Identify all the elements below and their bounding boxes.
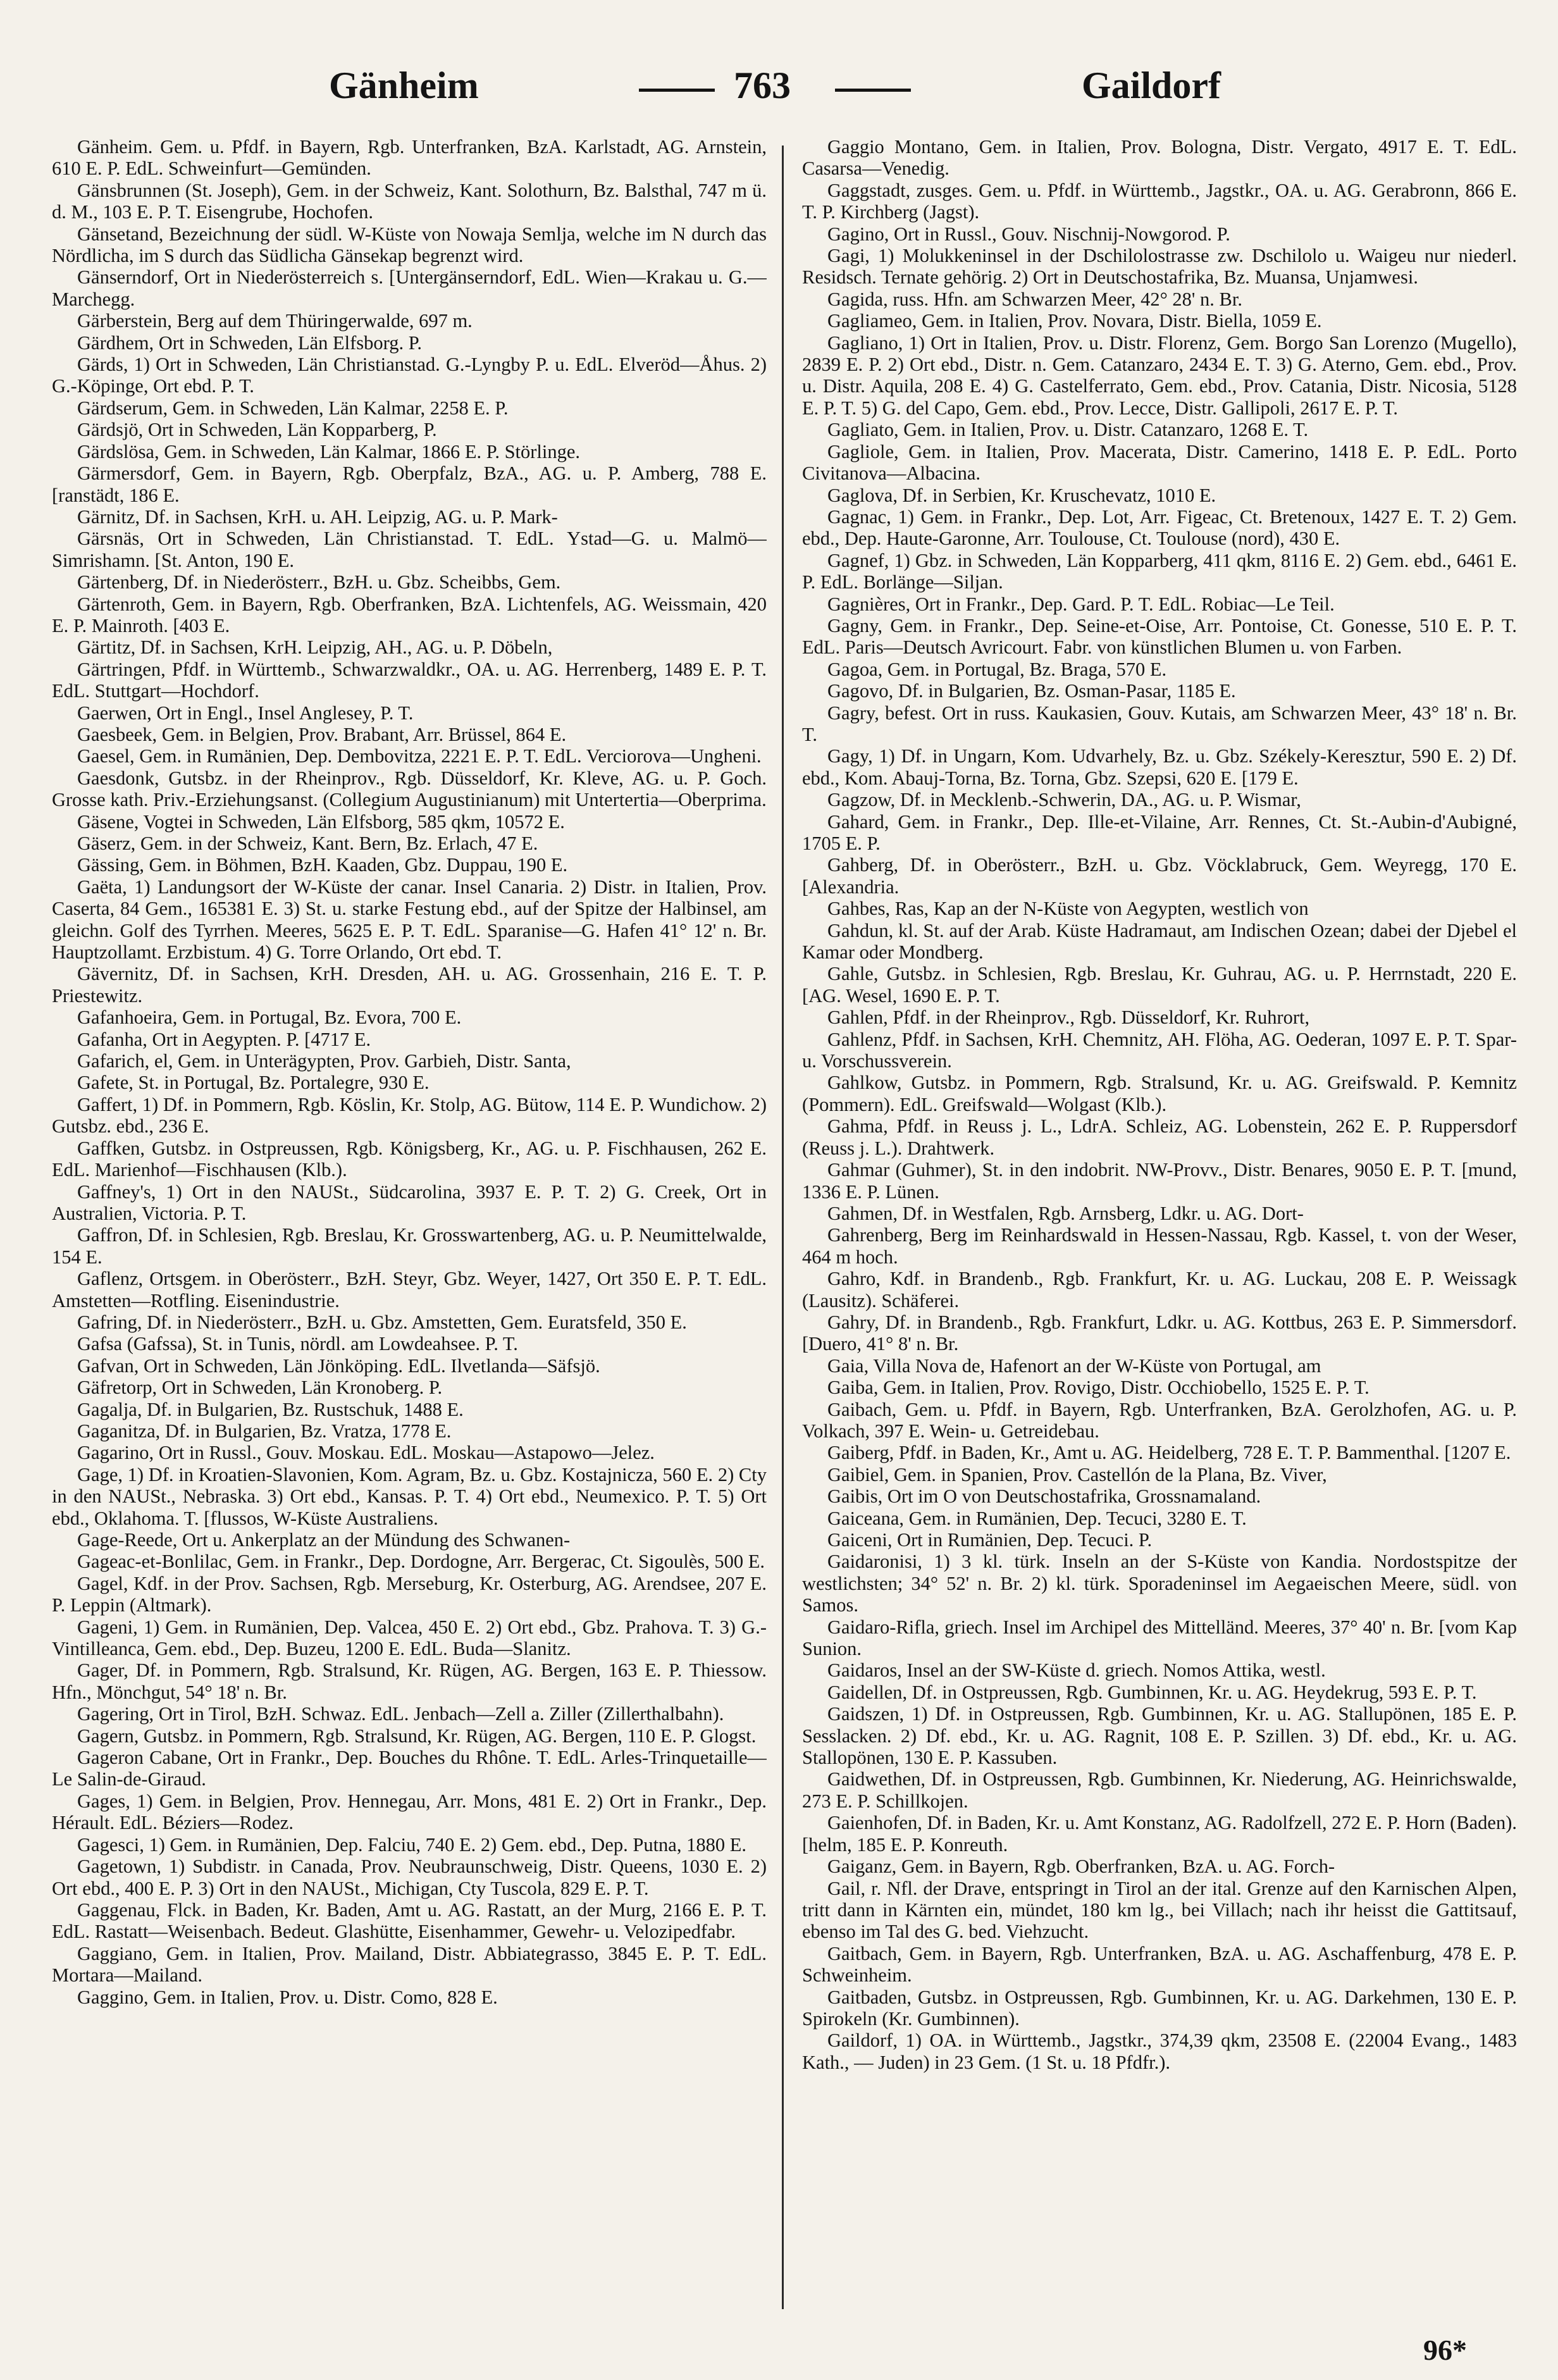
gazetteer-entry: Gagesci, 1) Gem. in Rumänien, Dep. Falciu, 740 E. 2) Gem. ebd., Dep. Putna, 1880 E.: [77, 1833, 746, 1856]
gazetteer-entry: Gagliole, Gem. in Italien, Prov. Macerata, Distr. Camerino, 1418 E. P. EdL. Porto Civitanova—Albacina.: [802, 440, 1517, 485]
gazetteer-entry: Gaibach, Gem. u. Pfdf. in Bayern, Rgb. Unterfranken, BzA. Gerolzhofen, AG. u. P. Volkach, 397 E. Wein- u. Getreidebau.: [802, 1398, 1517, 1442]
gazetteer-entry: Gagern, Gutsbz. in Pommern, Rgb. Stralsund, Kr. Rügen, AG. Bergen, 110 E. P. Glogst.: [77, 1725, 757, 1747]
gazetteer-entry: Gahma, Pfdf. in Reuss j. L., LdrA. Schleiz, AG. Lobenstein, 262 E. P. Ruppersdorf (Reuss j. L.). Drahtwerk.: [802, 1115, 1517, 1159]
gazetteer-entry: Gaidszen, 1) Df. in Ostpreussen, Rgb. Gumbinnen, Kr. u. AG. Stallupönen, 185 E. P. Sesslacken. 2) Df. ebd., Kr. u. AG. Ragnit, 108 E. P. Szillen. 3) Df. ebd., Kr. u. AG. Stallopönen, 130 E. P. Kassuben.: [802, 1703, 1517, 1769]
header-rule-right: [835, 89, 911, 92]
gazetteer-entry: Gaggino, Gem. in Italien, Prov. u. Distr. Como, 828 E.: [77, 1986, 498, 2008]
right-column: [802, 136, 1517, 2338]
gazetteer-entry: Gaffron, Df. in Schlesien, Rgb. Breslau, Kr. Grosswartenberg, AG. u. P. Neumittelwalde, 154 E.: [52, 1224, 767, 1268]
gazetteer-entry: Gaiberg, Pfdf. in Baden, Kr., Amt u. AG. Heidelberg, 728 E. T. P. Bammenthal. [1207 E.: [827, 1442, 1511, 1464]
gazetteer-entry: Gagliameo, Gem. in Italien, Prov. Novara, Distr. Biella, 1059 E.: [827, 310, 1322, 332]
gazetteer-entry: Gaiganz, Gem. in Bayern, Rgb. Oberfranken, BzA. u. AG. Forch-: [827, 1856, 1335, 1878]
gazetteer-entry: Gaidellen, Df. in Ostpreussen, Rgb. Gumbinnen, Kr. u. AG. Heydekrug, 593 E. P. T.: [827, 1681, 1477, 1703]
gazetteer-entry: Gärdsjö, Ort in Schweden, Län Kopparberg, P.: [77, 419, 437, 441]
header-left-keyword: Gänheim: [329, 65, 479, 106]
gazetteer-entry: Gahlenz, Pfdf. in Sachsen, KrH. Chemnitz, AH. Flöha, AG. Oederan, 1097 E. P. T. Spar- u. Vorschussverein.: [802, 1028, 1517, 1072]
gazetteer-entry: Gärtringen, Pfdf. in Württemb., Schwarzwaldkr., OA. u. AG. Herrenberg, 1489 E. P. T. EdL. Stuttgart—Hochdorf.: [52, 658, 767, 702]
gazetteer-entry: Gagnières, Ort in Frankr., Dep. Gard. P. T. EdL. Robiac—Le Teil.: [827, 593, 1335, 615]
gazetteer-entry: Gaffney's, 1) Ort in den NAUSt., Südcarolina, 3937 E. P. T. 2) G. Creek, Ort in Australien, Victoria. P. T.: [52, 1181, 767, 1224]
gazetteer-entry: Gafsa (Gafssa), St. in Tunis, nördl. am Lowdeahsee. P. T.: [77, 1333, 518, 1355]
gazetteer-entry: Gaffert, 1) Df. in Pommern, Rgb. Köslin, Kr. Stolp, AG. Bütow, 114 E. P. Wundichow. 2) Gutsbz. ebd., 236 E.: [52, 1093, 767, 1137]
gazetteer-entry: Gärtitz, Df. in Sachsen, KrH. Leipzig, AH., AG. u. P. Döbeln,: [77, 636, 553, 659]
gazetteer-entry: Gaienhofen, Df. in Baden, Kr. u. Amt Konstanz, AG. Radolfzell, 272 E. P. Horn (Baden). [helm, 185 E. P. Konreuth.: [802, 1812, 1517, 1856]
gazetteer-entry: Gäsene, Vogtei in Schweden, Län Elfsborg, 585 qkm, 10572 E.: [77, 810, 565, 833]
gazetteer-entry: Gahrenberg, Berg im Reinhardswald in Hessen-Nassau, Rgb. Kassel, t. von der Weser, 464 m hoch.: [802, 1224, 1517, 1268]
gazetteer-entry: Gaitbaden, Gutsbz. in Ostpreussen, Rgb. Gumbinnen, Kr. u. AG. Darkehmen, 130 E. P. Spirokeln (Kr. Gumbinnen).: [802, 1986, 1517, 2030]
gazetteer-entry: Gävernitz, Df. in Sachsen, KrH. Dresden, AH. u. AG. Grossenhain, 216 E. T. P. Priestewitz.: [52, 963, 767, 1007]
gazetteer-entry: Gagliano, 1) Ort in Italien, Prov. u. Distr. Florenz, Gem. Borgo San Lorenzo (Mugello), 2839 E. P. 2) Ort ebd., Distr. n. Gem. Catanzaro, 2434 E. T. 3) G. Aterno, Gem. ebd., Prov. u. Distr. Aquila, 208 E. 4) G. Castelferrato, Gem. ebd., Prov. Catania, Distr. Nicosia, 5128 E. P. T. 5) G. del Capo, Gem. ebd., Prov. Lecce, Distr. Gallipoli, 2617 E. P. T.: [802, 332, 1517, 419]
gazetteer-entry: Gafete, St. in Portugal, Bz. Portalegre, 930 E.: [77, 1072, 430, 1094]
gazetteer-entry: Gaiceana, Gem. in Rumänien, Dep. Tecuci, 3280 E. T.: [827, 1507, 1247, 1529]
gazetteer-entry: Gaggstadt, zusges. Gem. u. Pfdf. in Württemb., Jagstkr., OA. u. AG. Gerabronn, 866 E. T. P. Kirchberg (Jagst).: [802, 179, 1517, 223]
gazetteer-entry: Gänserndorf, Ort in Niederösterreich s. [Untergänserndorf, EdL. Wien—Krakau u. G.—Marchegg.: [52, 266, 767, 310]
gazetteer-entry: Gafanhoeira, Gem. in Portugal, Bz. Evora, 700 E.: [77, 1007, 462, 1029]
gazetteer-entry: Gaildorf, 1) OA. in Württemb., Jagstkr., 374,39 qkm, 23508 E. (22004 Evang., 1483 Kath., — Juden) in 23 Gem. (1 St. u. 18 Pfdfr.).: [802, 2030, 1517, 2073]
gazetteer-entry: Gänsetand, Bezeichnung der südl. W-Küste von Nowaja Semlja, welche im N durch das Nördlicha, im S durch das Südlicha Gänsekap begrenzt wird.: [52, 223, 767, 267]
gazetteer-entry: Gahry, Df. in Brandenb., Rgb. Frankfurt, Ldkr. u. AG. Kottbus, 263 E. P. Simmersdorf. [Duero, 41° 8' n. Br.: [802, 1311, 1517, 1355]
gazetteer-entry: Gahard, Gem. in Frankr., Dep. Ille-et-Vilaine, Arr. Rennes, Ct. St.-Aubin-d'Aubigné, 1705 E. P.: [802, 810, 1517, 854]
gazetteer-entry: Gaia, Villa Nova de, Hafenort an der W-Küste von Portugal, am: [827, 1354, 1321, 1377]
gazetteer-entry: Gaggenau, Flck. in Baden, Kr. Baden, Amt u. AG. Rastatt, an der Murg, 2166 E. P. T. EdL. Rastatt—Weisenbach. Bedeut. Glashütte, Eisenhammer, Gewehr- u. Velozipedfabr.: [52, 1899, 767, 1943]
gazetteer-entry: Gageac-et-Bonlilac, Gem. in Frankr., Dep. Dordogne, Arr. Bergerac, Ct. Sigoulès, 500 E.: [77, 1551, 765, 1573]
header-rule-left: [639, 89, 715, 92]
gazetteer-entry: Gaglova, Df. in Serbien, Kr. Kruschevatz, 1010 E.: [827, 484, 1216, 506]
gazetteer-entry: Gagino, Ort in Russl., Gouv. Nischnij-Nowgorod. P.: [827, 223, 1230, 245]
gazetteer-entry: Gänheim. Gem. u. Pfdf. in Bayern, Rgb. Unterfranken, BzA. Karlstadt, AG. Arnstein, 610 E. P. EdL. Schweinfurt—Gemünden.: [52, 136, 767, 180]
gazetteer-entry: Gagy, 1) Df. in Ungarn, Kom. Udvarhely, Bz. u. Gbz. Székely-Keresztur, 590 E. 2) Df. ebd., Kom. Abauj-Torna, Bz. Torna, Gbz. Szepsi, 620 E. [179 E.: [802, 745, 1517, 789]
gazetteer-entry: Gahlen, Pfdf. in der Rheinprov., Rgb. Düsseldorf, Kr. Ruhrort,: [827, 1007, 1310, 1029]
gazetteer-entry: Gaesel, Gem. in Rumänien, Dep. Dembovitza, 2221 E. P. T. EdL. Verciorova—Ungheni.: [77, 745, 762, 767]
gazetteer-entry: Gage, 1) Df. in Kroatien-Slavonien, Kom. Agram, Bz. u. Gbz. Kostajnicza, 560 E. 2) Cty in den NAUSt., Nebraska. 3) Ort ebd., Kansas. P. T. 4) Ort ebd., Neumexico. P. T. 5) Ort ebd., Oklahoma. T. [flussos, W-Küste Australiens.: [52, 1463, 767, 1529]
gazetteer-entry: Gafanha, Ort in Aegypten. P. [4717 E.: [77, 1028, 371, 1050]
gazetteer-entry: Gaëta, 1) Landungsort der W-Küste der canar. Insel Canaria. 2) Distr. in Italien, Prov. Caserta, 84 Gem., 165381 E. 3) St. u. starke Festung ebd., auf der Spitze der Halbinsel, am gleichn. Golf des Tyrrhen. Meeres, 5625 E. P. T. EdL. Sparanise—G. Hafen 41° 12' n. Br. Hauptzollamt. Erzbistum. 4) G. Torre Orlando, Ort ebd. T.: [52, 876, 767, 964]
gazetteer-entry: Gageron Cabane, Ort in Frankr., Dep. Bouches du Rhône. T. EdL. Arles-Trinquetaille—Le Salin-de-Giraud.: [52, 1747, 767, 1790]
gazetteer-entry: Gaitbach, Gem. in Bayern, Rgb. Unterfranken, BzA. u. AG. Aschaffenburg, 478 E. P. Schweinheim.: [802, 1942, 1517, 1986]
gazetteer-entry: Gaggio Montano, Gem. in Italien, Prov. Bologna, Distr. Vergato, 4917 E. T. EdL. Casarsa—Venedig.: [802, 136, 1517, 180]
gazetteer-entry: Gärmersdorf, Gem. in Bayern, Rgb. Oberpfalz, BzA., AG. u. P. Amberg, 788 E. [ranstädt, 186 E.: [52, 462, 767, 506]
gazetteer-entry: Gail, r. Nfl. der Drave, entspringt in Tirol an der ital. Grenze auf den Karnischen Alpen, tritt dann in Kärnten ein, mündet, 180 km lg., bei Villach; nach ihr heisst die Gattitsauf, ebenso im Tal des G. bed. Viehzucht.: [802, 1877, 1517, 1943]
gazetteer-entry: Gärdslösa, Gem. in Schweden, Län Kalmar, 1866 E. P. Störlinge.: [77, 440, 581, 462]
gazetteer-entry: Gagida, russ. Hfn. am Schwarzen Meer, 42° 28' n. Br.: [827, 288, 1242, 310]
gazetteer-entry: Gagoa, Gem. in Portugal, Bz. Braga, 570 E.: [827, 658, 1167, 680]
gazetteer-entry: Gahbes, Ras, Kap an der N-Küste von Aegypten, westlich von: [827, 898, 1309, 920]
gazetteer-entry: Gahdun, kl. St. auf der Arab. Küste Hadramaut, am Indischen Ozean; dabei der Djebel el Kamar oder Mondberg.: [802, 919, 1517, 964]
gazetteer-entry: Gafring, Df. in Niederösterr., BzH. u. Gbz. Amstetten, Gem. Euratsfeld, 350 E.: [77, 1311, 687, 1333]
gazetteer-entry: Gäfretorp, Ort in Schweden, Län Kronoberg. P.: [77, 1377, 443, 1399]
gazetteer-entry: Gaidwethen, Df. in Ostpreussen, Rgb. Gumbinnen, Kr. Niederung, AG. Heinrichswalde, 273 E. P. Schillkojen.: [802, 1768, 1517, 1812]
gazetteer-entry: Gaflenz, Ortsgem. in Oberösterr., BzH. Steyr, Gbz. Weyer, 1427, Ort 350 E. P. T. EdL. Amstetten—Rotfling. Eisenindustrie.: [52, 1268, 767, 1311]
gazetteer-entry: Gahlkow, Gutsbz. in Pommern, Rgb. Stralsund, Kr. u. AG. Greifswald. P. Kemnitz (Pommern). EdL. Greifswald—Wolgast (Klb.).: [802, 1072, 1517, 1115]
gazetteer-entry: Gärdhem, Ort in Schweden, Län Elfsborg. P.: [77, 332, 422, 354]
gazetteer-entry: Gagliato, Gem. in Italien, Prov. u. Distr. Catanzaro, 1268 E. T.: [827, 419, 1309, 441]
gazetteer-entry: Gaggiano, Gem. in Italien, Prov. Mailand, Distr. Abbiategrasso, 3845 E. P. T. EdL. Mortara—Mailand.: [52, 1942, 767, 1986]
gazetteer-entry: Gaiceni, Ort in Rumänien, Dep. Tecuci. P.: [827, 1529, 1153, 1551]
gazetteer-entry: Gahmar (Guhmer), St. in den indobrit. NW-Provv., Distr. Benares, 9050 E. P. T. [mund, 1336 E. P. Lünen.: [802, 1159, 1517, 1203]
gazetteer-entry: Gagetown, 1) Subdistr. in Canada, Prov. Neubraunschweig, Distr. Queens, 1030 E. 2) Ort ebd., 400 E. P. 3) Ort in den NAUSt., Michigan, Cty Tuscola, 829 E. P. T.: [52, 1856, 767, 1899]
gazetteer-entry: Gaidaronisi, 1) 3 kl. türk. Inseln an der S-Küste von Kandia. Nordostspitze der westlichsten; 34° 52' n. Br. 2) kl. türk. Sporadeninsel im Aegaeischen Meere, südl. von Samos.: [802, 1551, 1517, 1616]
running-header: [0, 0, 1558, 146]
header-right-keyword: Gaildorf: [1082, 65, 1221, 106]
gazetteer-entry: Gahle, Gutsbz. in Schlesien, Rgb. Breslau, Kr. Guhrau, AG. u. P. Herrnstadt, 220 E. [AG. Wesel, 1690 E. P. T.: [802, 963, 1517, 1007]
gazetteer-entry: Gässing, Gem. in Böhmen, BzH. Kaaden, Gbz. Duppau, 190 E.: [77, 854, 568, 876]
gazetteer-entry: Gages, 1) Gem. in Belgien, Prov. Hennegau, Arr. Mons, 481 E. 2) Ort in Frankr., Dep. Hérault. EdL. Béziers—Rodez.: [52, 1790, 767, 1834]
gazetteer-entry: Gaiba, Gem. in Italien, Prov. Rovigo, Distr. Occhiobello, 1525 E. P. T.: [827, 1377, 1369, 1399]
gazetteer-entry: Gafvan, Ort in Schweden, Län Jönköping. EdL. Ilvetlanda—Säfsjö.: [77, 1354, 600, 1377]
gazetteer-entry: Gaibis, Ort im O von Deutschostafrika, Grossnamaland.: [827, 1485, 1261, 1508]
gazetteer-entry: Gärsnäs, Ort in Schweden, Län Christianstad. T. EdL. Ystad—G. u. Malmö—Simrishamn. [St. Anton, 190 E.: [52, 528, 767, 571]
gazetteer-entry: Gärtenberg, Df. in Niederösterr., BzH. u. Gbz. Scheibbs, Gem.: [77, 571, 561, 593]
gazetteer-entry: Gager, Df. in Pommern, Rgb. Stralsund, Kr. Rügen, AG. Bergen, 163 E. P. Thiessow. Hfn., Mönchgut, 54° 18' n. Br.: [52, 1659, 767, 1703]
gazetteer-entry: Gagarino, Ort in Russl., Gouv. Moskau. EdL. Moskau—Astapowo—Jelez.: [77, 1442, 655, 1464]
gazetteer-entry: Gäserz, Gem. in der Schweiz, Kant. Bern, Bz. Erlach, 47 E.: [77, 833, 538, 854]
gazetteer-entry: Gagering, Ort in Tirol, BzH. Schwaz. EdL. Jenbach—Zell a. Ziller (Zillerthalbahn).: [77, 1703, 724, 1725]
gazetteer-entry: Gagry, befest. Ort in russ. Kaukasien, Gouv. Kutais, am Schwarzen Meer, 43° 18' n. Br. T.: [802, 702, 1517, 745]
gazetteer-entry: Gaerwen, Ort in Engl., Insel Anglesey, P. T.: [77, 702, 414, 724]
gazetteer-entry: Gahro, Kdf. in Brandenb., Rgb. Frankfurt, Kr. u. AG. Luckau, 208 E. P. Weissagk (Lausitz). Schäferei.: [802, 1268, 1517, 1311]
gazetteer-entry: Gafarich, el, Gem. in Unterägypten, Prov. Garbieh, Distr. Santa,: [77, 1050, 571, 1072]
gazetteer-entry: Gagny, Gem. in Frankr., Dep. Seine-et-Oise, Arr. Pontoise, Ct. Gonesse, 510 E. P. T. EdL. Paris—Deutsch Avricourt. Fabr. von künstlichen Blumen u. von Farben.: [802, 614, 1517, 659]
gazetteer-entry: Gaesbeek, Gem. in Belgien, Prov. Brabant, Arr. Brüssel, 864 E.: [77, 723, 567, 745]
gazetteer-entry: Gänsbrunnen (St. Joseph), Gem. in der Schweiz, Kant. Solothurn, Bz. Balsthal, 747 m ü. d. M., 103 E. P. T. Eisengrube, Hochofen.: [52, 179, 767, 223]
gazetteer-entry: Gärds, 1) Ort in Schweden, Län Christianstad. G.-Lyngby P. u. EdL. Elveröd—Åhus. 2) G.-Köpinge, Ort ebd. P. T.: [52, 354, 767, 397]
column-divider: [782, 146, 784, 2309]
gazetteer-entry: Gagalja, Df. in Bulgarien, Bz. Rustschuk, 1488 E.: [77, 1398, 464, 1420]
gazetteer-entry: Gärnitz, Df. in Sachsen, KrH. u. AH. Leipzig, AG. u. P. Mark-: [77, 505, 558, 528]
sheet-signature: 96*: [1423, 2334, 1467, 2366]
gazetteer-entry: Gagnef, 1) Gbz. in Schweden, Län Kopparberg, 411 qkm, 8116 E. 2) Gem. ebd., 6461 E. P. EdL. Borlänge—Siljan.: [802, 549, 1517, 593]
gazetteer-entry: Gagi, 1) Molukkeninsel in der Dschilolostrasse zw. Dschilolo u. Waigeu nur niederl. Residsch. Ternate gehörig. 2) Ort in Deutschostafrika, Bz. Muansa, Unjamwesi.: [802, 245, 1517, 288]
gazetteer-entry: Gahberg, Df. in Oberösterr., BzH. u. Gbz. Vöcklabruck, Gem. Weyregg, 170 E. [Alexandria.: [802, 854, 1517, 898]
gazetteer-entry: Gaidaro-Rifla, griech. Insel im Archipel des Mittelländ. Meeres, 37° 40' n. Br. [vom Kap Sunion.: [802, 1616, 1517, 1660]
page-number: 763: [734, 65, 791, 106]
gazetteer-entry: Gaibiel, Gem. in Spanien, Prov. Castellón de la Plana, Bz. Viver,: [827, 1463, 1327, 1485]
gazetteer-entry: Gärberstein, Berg auf dem Thüringerwalde, 697 m.: [77, 310, 473, 332]
gazetteer-entry: Gaidaros, Insel an der SW-Küste d. griech. Nomos Attika, westl.: [827, 1659, 1326, 1682]
gazetteer-entry: Gaesdonk, Gutsbz. in der Rheinprov., Rgb. Düsseldorf, Kr. Kleve, AG. u. P. Goch. Grosse kath. Priv.-Erziehungsanst. (Collegium Augustinianum) mit Untertertia—Oberprima.: [52, 767, 767, 811]
gazetteer-entry: Gageni, 1) Gem. in Rumänien, Dep. Valcea, 450 E. 2) Ort ebd., Gbz. Prahova. T. 3) G.-Vintilleanca, Gem. ebd., Dep. Buzeu, 1200 E. EdL. Buda—Slanitz.: [52, 1616, 767, 1660]
gazetteer-entry: Gage-Reede, Ort u. Ankerplatz an der Mündung des Schwanen-: [77, 1529, 571, 1551]
gazetteer-entry: Gagovo, Df. in Bulgarien, Bz. Osman-Pasar, 1185 E.: [827, 680, 1236, 702]
gazetteer-entry: Gärtenroth, Gem. in Bayern, Rgb. Oberfranken, BzA. Lichtenfels, AG. Weissmain, 420 E. P. Mainroth. [403 E.: [52, 593, 767, 636]
gazetteer-entry: Gahmen, Df. in Westfalen, Rgb. Arnsberg, Ldkr. u. AG. Dort-: [827, 1202, 1304, 1224]
gazetteer-entry: Gagnac, 1) Gem. in Frankr., Dep. Lot, Arr. Figeac, Ct. Bretenoux, 1427 E. T. 2) Gem. ebd., Dep. Haute-Garonne, Arr. Toulouse, Ct. Toulouse (nord), 430 E.: [802, 505, 1517, 550]
left-column: [52, 136, 767, 2338]
gazetteer-entry: Gaffken, Gutsbz. in Ostpreussen, Rgb. Königsberg, Kr., AG. u. P. Fischhausen, 262 E. EdL. Marienhof—Fischhausen (Klb.).: [52, 1137, 767, 1181]
gazetteer-entry: Gaganitza, Df. in Bulgarien, Bz. Vratza, 1778 E.: [77, 1420, 452, 1442]
gazetteer-entry: Gagel, Kdf. in der Prov. Sachsen, Rgb. Merseburg, Kr. Osterburg, AG. Arendsee, 207 E. P. Leppin (Altmark).: [52, 1572, 767, 1616]
gazetteer-entry: Gagzow, Df. in Mecklenb.-Schwerin, DA., AG. u. P. Wismar,: [827, 789, 1301, 811]
gazetteer-entry: Gärdserum, Gem. in Schweden, Län Kalmar, 2258 E. P.: [77, 397, 509, 419]
